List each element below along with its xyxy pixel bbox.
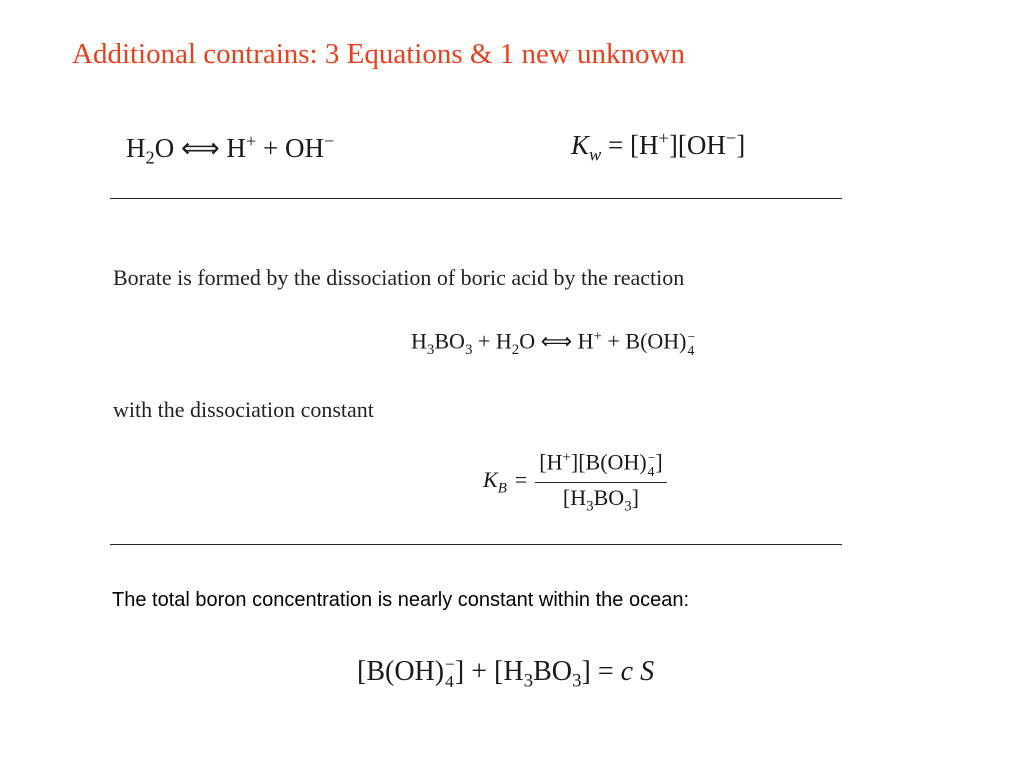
- boric-term-bo: BO: [533, 655, 572, 687]
- kw-subscript: w: [589, 144, 602, 165]
- boric-term-bo-sub: 3: [571, 670, 582, 692]
- slide-title: Additional contrains: 3 Equations & 1 new unknown: [72, 38, 685, 70]
- kb-den-h: [H: [562, 485, 587, 511]
- borate-term: [B(OH): [357, 655, 445, 687]
- plus-sign: +: [263, 133, 279, 163]
- kb-denominator: [559, 483, 643, 515]
- kb-den-close: ]: [631, 485, 639, 511]
- equals-sign: =: [514, 467, 528, 493]
- plus-sign: +: [471, 655, 488, 687]
- water-product-2: OH: [285, 133, 324, 163]
- equals-sign: =: [608, 130, 624, 160]
- divider-bottom: [110, 544, 842, 545]
- borate-charge: −: [687, 329, 696, 344]
- water-product-1: H: [226, 133, 246, 163]
- water-lhs-tail: O: [154, 133, 175, 163]
- kw-term-1: [H: [630, 130, 659, 160]
- kb-num-borate-charge: −: [647, 450, 656, 465]
- boric-term-h: [H: [494, 655, 524, 687]
- equilibrium-arrow: ⟺: [180, 133, 220, 163]
- salinity-s: S: [640, 655, 655, 687]
- boron-equation: [357, 656, 654, 691]
- plus-sign: +: [607, 328, 620, 354]
- kw-term-2-close: ]: [736, 130, 746, 160]
- kb-den-bo: BO: [593, 485, 625, 511]
- equilibrium-arrow: ⟺: [540, 328, 573, 354]
- kb-num-h-charge: +: [562, 449, 571, 466]
- water-lhs-sub: 2: [145, 147, 155, 168]
- kb-den-h-sub: 3: [586, 498, 594, 515]
- boron-statement: The total boron concentration is nearly constant within the ocean:: [112, 589, 690, 611]
- kb-den-bo-sub: 3: [624, 498, 632, 515]
- constant-c: c: [620, 655, 634, 687]
- water-h: H: [495, 328, 512, 354]
- borate-term-charge: −: [445, 655, 455, 674]
- kb-num-h: [H: [539, 449, 563, 475]
- borate-ion: B(OH): [625, 328, 687, 354]
- borate-subscript: 4: [687, 342, 695, 358]
- kb-symbol: K: [483, 467, 498, 493]
- boric-acid-h-sub: 3: [426, 342, 435, 359]
- kb-subscript: B: [497, 480, 507, 497]
- water-product-2-charge: −: [324, 131, 335, 151]
- kw-symbol: K: [571, 130, 590, 160]
- water-h-sub: 2: [511, 342, 520, 359]
- kw-equation: [571, 128, 746, 165]
- constant-intro: with the dissociation constant: [113, 397, 374, 422]
- kb-num-borate-sub: 4: [647, 463, 655, 479]
- water-product-1-charge: +: [245, 131, 257, 151]
- kb-numerator: [535, 451, 666, 483]
- kw-term-1-charge: +: [658, 128, 669, 148]
- kw-term-1-close: ]: [668, 130, 678, 160]
- borate-term-close: ]: [454, 655, 465, 687]
- kw-term-2-charge: −: [725, 128, 737, 148]
- kb-equation: [483, 449, 667, 515]
- kb-fraction: [535, 449, 666, 515]
- kb-num-borate: ][B(OH): [570, 449, 647, 475]
- boric-term-h-sub: 3: [523, 670, 534, 692]
- boric-acid-bo-sub: 3: [464, 342, 473, 359]
- water-o: O: [519, 328, 536, 354]
- kw-term-2: [OH: [677, 130, 726, 160]
- proton-charge: +: [593, 328, 602, 345]
- boric-acid-bo: BO: [434, 328, 465, 354]
- water-reaction: [126, 131, 335, 168]
- borate-intro: Borate is formed by the dissociation of boric acid by the reaction: [113, 265, 685, 290]
- water-lhs: H: [126, 133, 146, 163]
- borate-reaction: [411, 330, 695, 357]
- boric-term-close: ]: [581, 655, 591, 687]
- divider-top: [110, 198, 842, 199]
- boric-acid-h: H: [411, 328, 427, 354]
- kb-num-close: ]: [655, 449, 663, 475]
- equals-sign: =: [597, 655, 614, 687]
- borate-term-sub: 4: [445, 672, 454, 692]
- proton: H: [577, 328, 594, 354]
- plus-sign: +: [477, 328, 491, 354]
